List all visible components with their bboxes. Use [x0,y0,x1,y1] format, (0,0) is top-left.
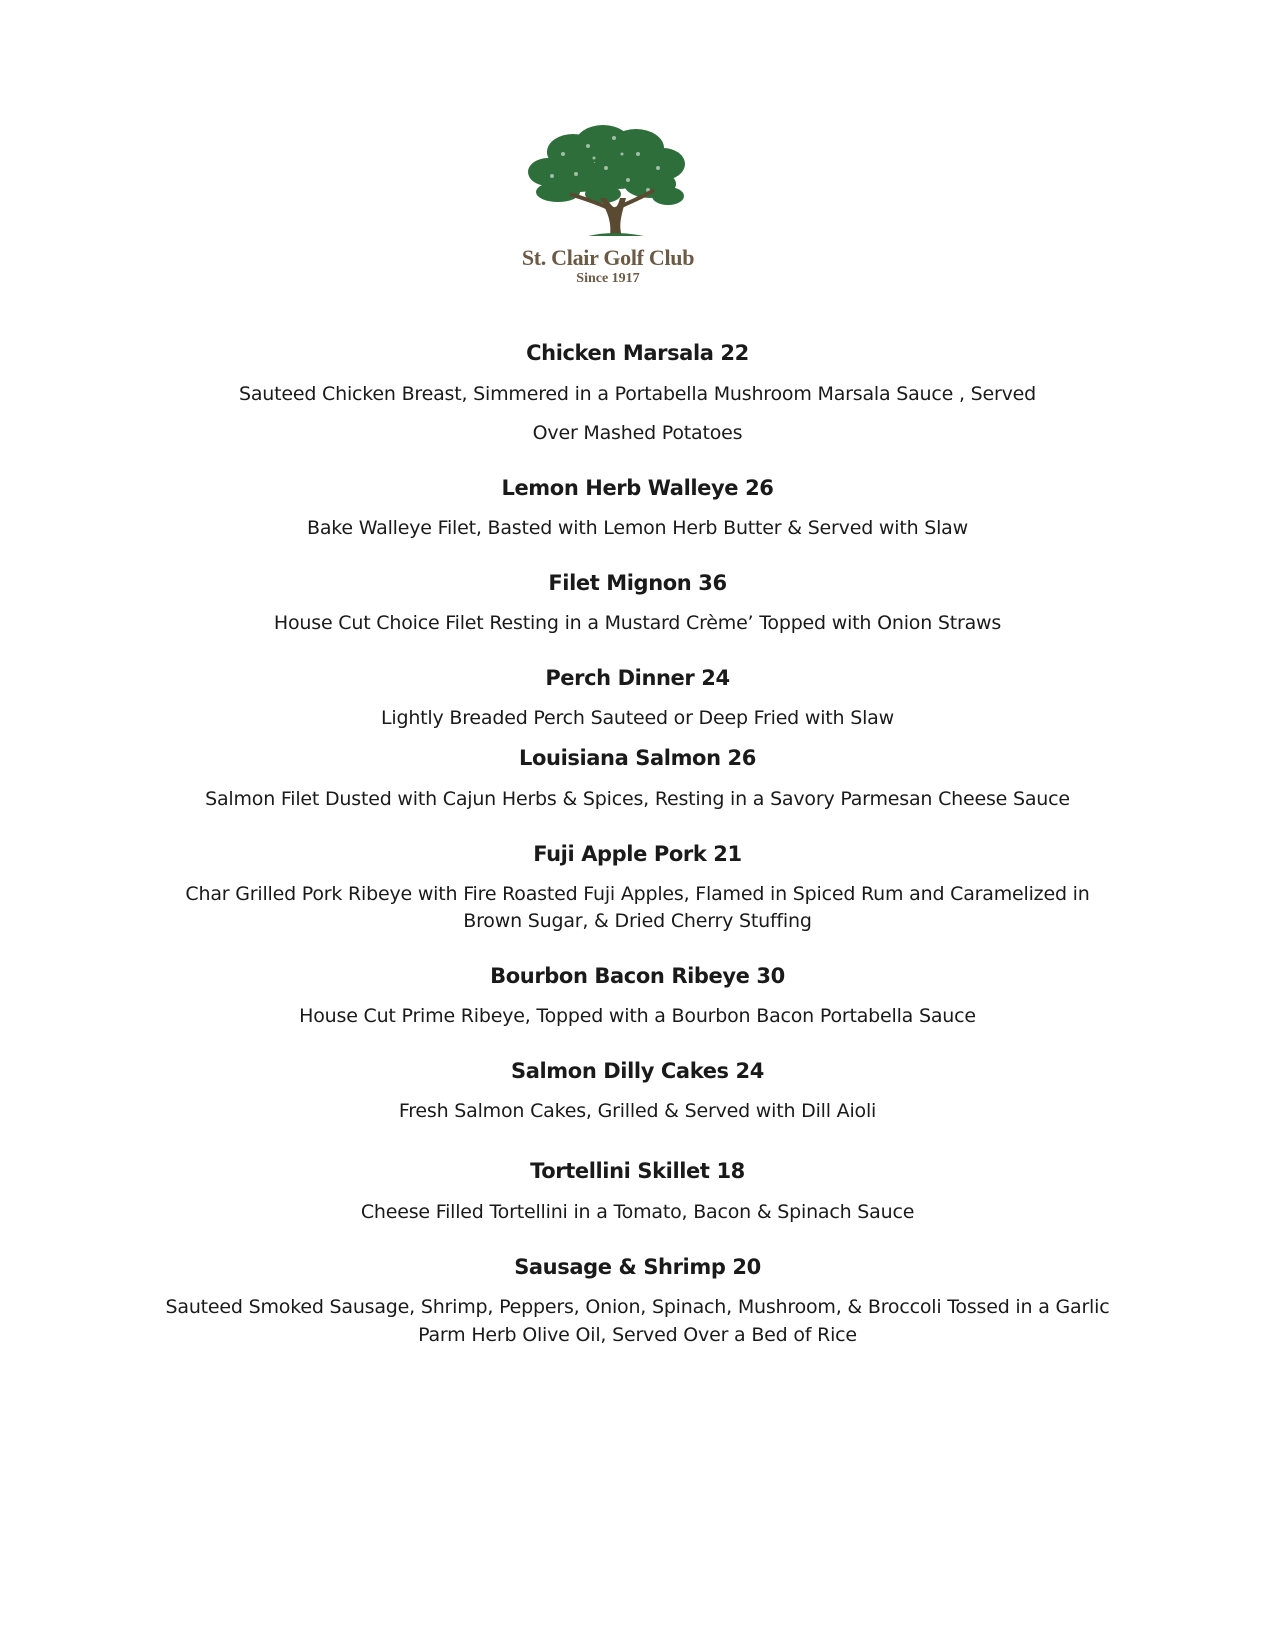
menu-item-description: Cheese Filled Tortellini in a Tomato, Bacon & Spinach Sauce [360,1201,915,1223]
menu-item-description: Fresh Salmon Cakes, Grilled & Served with Dill Aioli [398,1100,877,1122]
club-logo [518,124,698,290]
menu-item-description: Parm Herb Olive Oil, Served Over a Bed of Rice [418,1324,857,1346]
menu-item-description: Sauteed Smoked Sausage, Shrimp, Peppers, Onion, Spinach, Mushroom, & Broccoli Tossed in a Garlic [165,1296,1110,1318]
club-since-year: Since 1917 [576,271,640,286]
menu-item-title: Lemon Herb Walleye 26 [501,476,774,500]
menu-item-description: Salmon Filet Dusted with Cajun Herbs & Spices, Resting in a Savory Parmesan Cheese Sauce [205,788,1070,810]
menu-item-title: Chicken Marsala 22 [526,341,749,365]
menu-item-title: Fuji Apple Pork 21 [533,842,742,866]
menu-item-description: Sauteed Chicken Breast, Simmered in a Portabella Mushroom Marsala Sauce , Served [238,383,1037,405]
menu-item-description: Lightly Breaded Perch Sauteed or Deep Fried with Slaw [381,707,894,729]
menu-item-description: House Cut Prime Ribeye, Topped with a Bourbon Bacon Portabella Sauce [299,1005,976,1027]
menu-item-description: Bake Walleye Filet, Basted with Lemon Herb Butter & Served with Slaw [307,517,968,539]
menu-item-title: Tortellini Skillet 18 [530,1159,745,1183]
menu-item-title: Louisiana Salmon 26 [519,746,756,770]
menu-item-description: Brown Sugar, & Dried Cherry Stuffing [463,910,812,932]
menu-item-description: Char Grilled Pork Ribeye with Fire Roasted Fuji Apples, Flamed in Spiced Rum and Caramelized in [185,883,1090,905]
tree-icon [518,124,698,244]
menu-item-description: House Cut Choice Filet Resting in a Mustard Crème’ Topped with Onion Straws [273,612,1002,634]
menu-item-title: Filet Mignon 36 [548,571,727,595]
menu-item-description: Over Mashed Potatoes [532,422,743,444]
menu-item-title: Salmon Dilly Cakes 24 [511,1059,764,1083]
club-name: St. Clair Golf Club [521,245,695,270]
menu-item-title: Bourbon Bacon Ribeye 30 [490,964,785,988]
menu-item-title: Sausage & Shrimp 20 [514,1255,761,1279]
menu-item-title: Perch Dinner 24 [545,666,730,690]
